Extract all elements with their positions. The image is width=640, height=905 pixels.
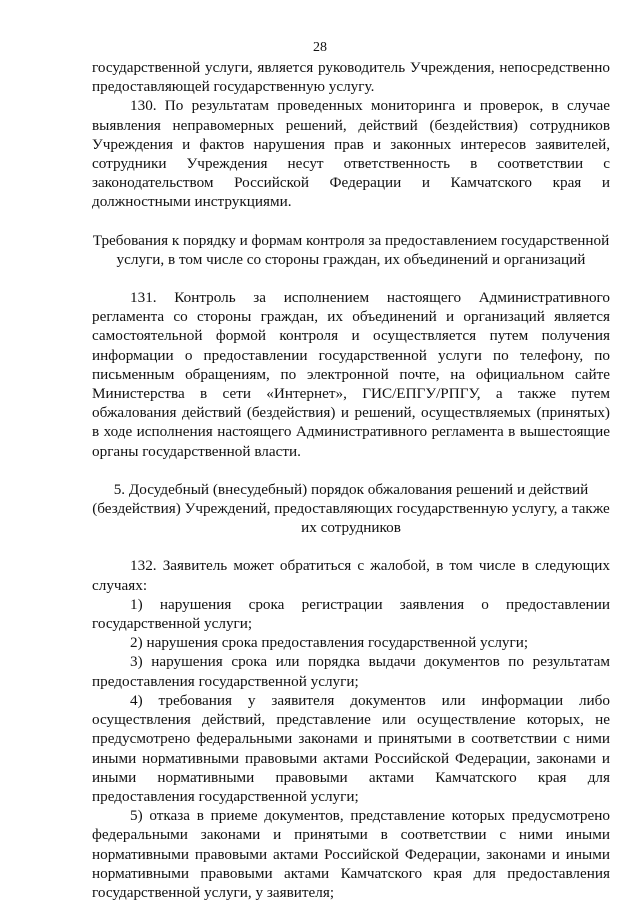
page-number: 28 <box>313 40 327 55</box>
spacer <box>92 461 610 480</box>
spacer <box>92 212 610 231</box>
spacer <box>92 269 610 288</box>
paragraph: 131. Контроль за исполнением настоящего Административного регламента со стороны граждан, их объединений и организаций является самостоятельной формой контроля и осуществляется путем получения информации о предоставлении государственной услуги по телефону, по письменным обращениям, по электронной почте, на официальном сайте Министерства в сети «Интернет», ГИС/ЕПГУ/РПГУ, а также путем обжалования действий (бездействия) и решений, осуществляемых (принятых) в ходе исполнения настоящего Административного регламента в вышестоящие органы государственной власти. <box>92 289 610 460</box>
paragraph: 2) нарушения срока предоставления государственной услуги; <box>130 634 529 652</box>
paragraph: 132. Заявитель может обратиться с жалобой, в том числе в следующих случаях: <box>92 557 610 594</box>
spacer <box>92 537 610 556</box>
paragraph: 130. По результатам проведенных мониторинга и проверок, в случае выявления неправомерных решений, действий (бездействия) сотрудников Учреждения и фактов нарушения прав и законных интересов заявителей, сотрудники Учреждения несут ответственность в соответствии с законодательством Российской Федерации и Камчатского края и должностными инструкциями. <box>92 97 610 211</box>
paragraph: 3) нарушения срока или порядка выдачи документов по результатам предоставления государственной услуги; <box>92 653 610 690</box>
paragraph: 4) требования у заявителя документов или информации либо осуществления действий, представление или осуществление которых, не предусмотрено федеральными законами и принятыми в соответствии с ними иными нормативными правовыми актами Российской Федерации, законами и иными нормативными правовыми актами Камчатского края для предоставления государственной услуги; <box>92 691 610 805</box>
paragraph: 5) отказа в приеме документов, представление которых предусмотрено федеральными законами и принятыми в соответствии с ними иными нормативными правовыми актами Российской Федерации, законами и иными нормативными правовыми актами Камчатского края для предоставления государственной услуги, у заявителя; <box>92 807 610 901</box>
paragraph: государственной услуги, является руководитель Учреждения, непосредственно предоставляющей государственную услугу. <box>92 59 610 96</box>
section-heading: 5. Досудебный (внесудебный) порядок обжалования решений и действий (бездействия) Учреждений, предоставляющих государственную услугу, а также их сотрудников <box>92 480 610 537</box>
document-body <box>92 58 610 902</box>
paragraph: 1) нарушения срока регистрации заявления о предоставлении государственной услуги; <box>92 595 610 633</box>
section-heading: Требования к порядку и формам контроля за предоставлением государственной услуги, в том числе со стороны граждан, их объединений и организаций <box>92 231 610 268</box>
